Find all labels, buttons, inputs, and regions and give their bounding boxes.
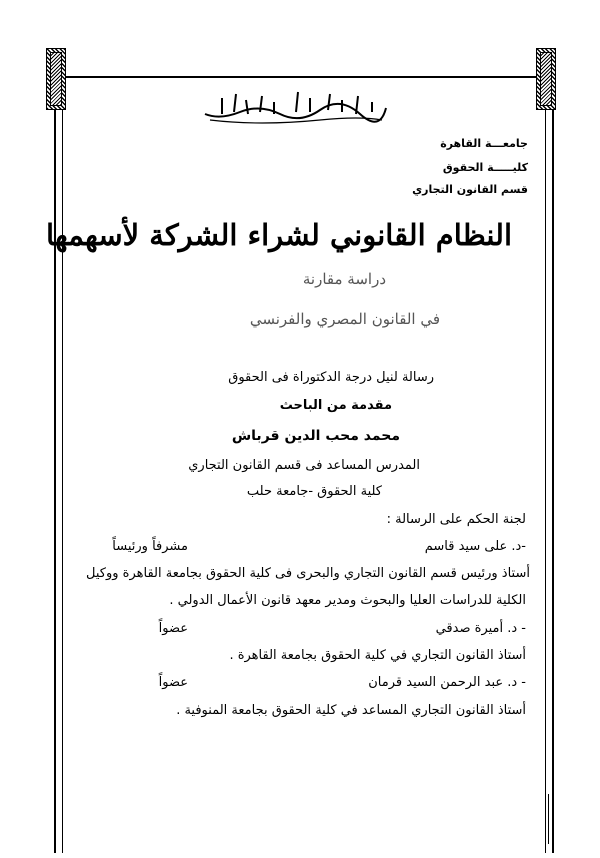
border-left-line (54, 76, 56, 853)
thesis-subtitle-study: دراسة مقارنة (302, 270, 386, 288)
border-right-line (552, 76, 554, 853)
basmala-calligraphy (200, 90, 390, 126)
committee-member-role: مشرفاً ورئيساً (112, 539, 188, 554)
committee-member-name: - د. عبد الرحمن السيد قرمان (368, 675, 526, 690)
department-name: قسم القانون التجاري (412, 183, 528, 196)
committee-member-desc: الكلية للدراسات العليا والبحوث ومدير معهد قانون الأعمال الدولي . (169, 593, 526, 608)
committee-member-desc: أستاذ القانون التجاري في كلية الحقوق بجامعة القاهرة . (229, 648, 526, 663)
border-bottom-right-stroke (548, 794, 549, 844)
author-name: محمد محب الدين قرباش (231, 428, 400, 444)
thesis-purpose: رسالة لنيل درجة الدكتوراة فى الحقوق (228, 370, 434, 385)
border-left-inner-line (62, 84, 63, 853)
committee-member-name: -د. على سيد قاسم (424, 539, 526, 554)
committee-heading: لجنة الحكم على الرسالة : (386, 512, 526, 527)
committee-member-role: عضواً (158, 621, 188, 636)
university-name: جامعـــة القاهرة (440, 137, 528, 150)
faculty-name: كليـــــة الحقوق (442, 161, 528, 174)
author-affiliation: كلية الحقوق -جامعة حلب (246, 484, 382, 499)
committee-member-desc: أستاذ ورئيس قسم القانون التجاري والبحرى فى كلية الحقوق بجامعة القاهرة ووكيل (86, 566, 530, 581)
committee-member-name: - د. أميرة صدقي (435, 621, 526, 636)
corner-ornament-right (536, 48, 556, 110)
committee-member-role: عضواً (158, 675, 188, 690)
presented-by: مقدمة من الباحث (279, 398, 392, 413)
thesis-title: النظام القانوني لشراء الشركة لأسهمها (46, 218, 512, 252)
border-right-inner-line (545, 84, 546, 853)
border-top-line (54, 76, 554, 78)
committee-member-desc: أستاذ القانون التجاري المساعد في كلية الحقوق بجامعة المنوفية . (176, 703, 526, 718)
basmala-text: بسم الله الرحمن الرحيم (289, 124, 301, 125)
author-title: المدرس المساعد فى قسم القانون التجاري (188, 458, 420, 473)
thesis-subtitle-law: في القانون المصري والفرنسي (249, 310, 440, 328)
corner-ornament-left (46, 48, 66, 110)
